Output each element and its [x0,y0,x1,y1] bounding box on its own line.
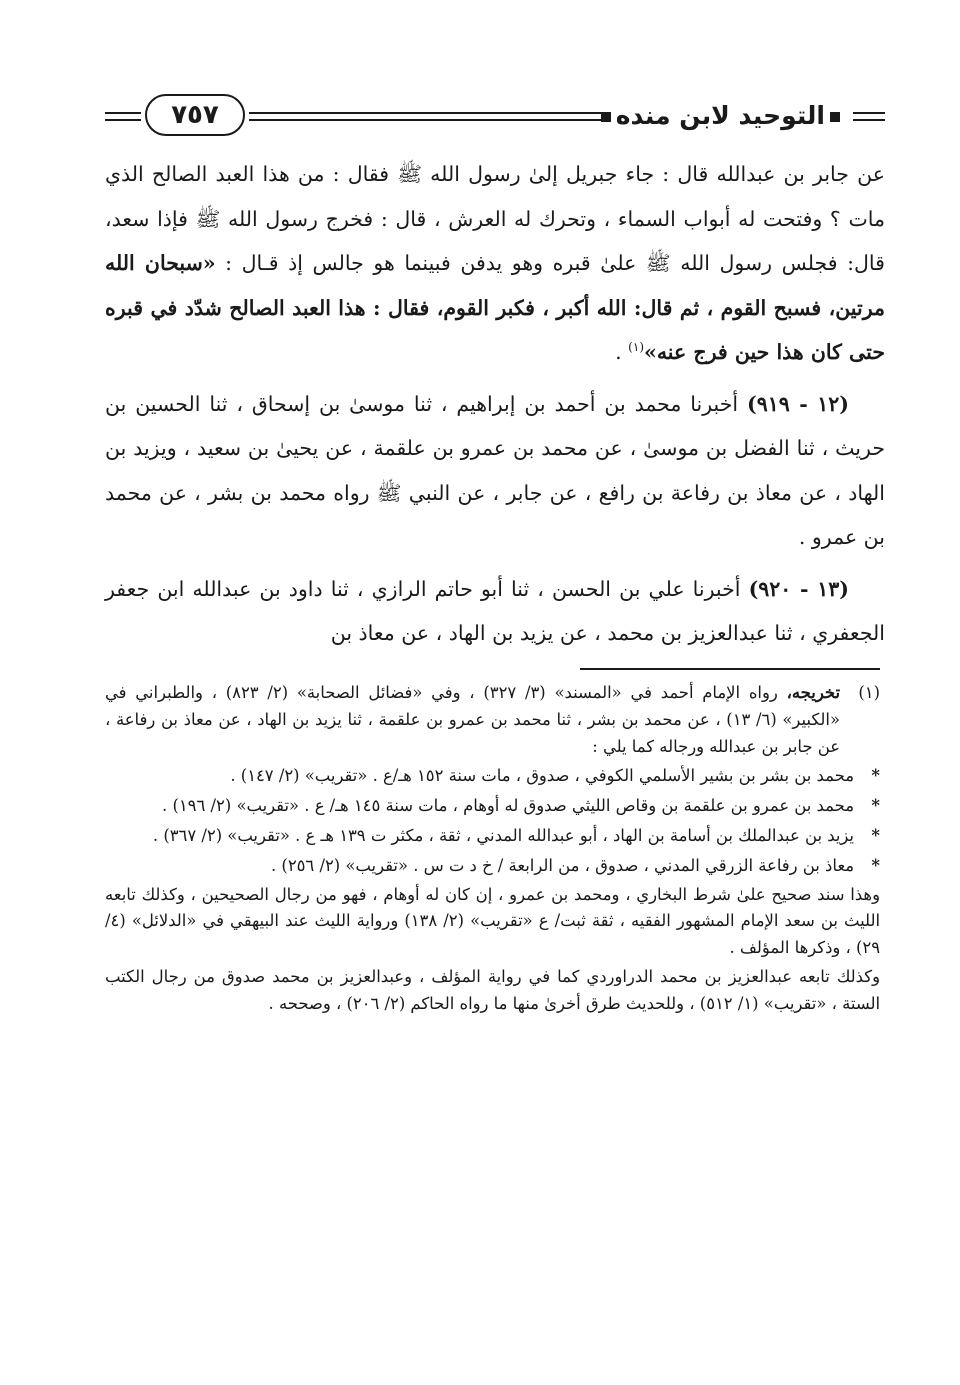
narrator-text: محمد بن بشر بن بشير الأسلمي الكوفي ، صدوق ، مات سنة ١٥٢ هـ/ع . «تقريب» (٢/ ١٤٧) . [230,766,854,786]
page-number: ٧٥٧ [145,94,245,136]
hadith-text: عن جابر بن عبدالله قال : جاء جبريل إلىٰ رسول الله ﷺ فقال : من هذا العبد الصالح الذي مات ؟ وفتحت له أبواب السماء ، وتحرك له العرش ، قال : فخرج رسول الله ﷺ فإذا سعد، قال: فجلس رسول الله ﷺ علىٰ قبره وهو يدفن فبينما هو جالس إذ قـال : [105,162,885,275]
footnote-separator [580,668,880,670]
narrator-text: معاذ بن رفاعة الزرقي المدني ، صدوق ، من الرابعة / خ د ت س . «تقريب» (٢/ ٢٥٦) . [271,855,854,875]
running-title [613,96,845,136]
main-text [105,152,885,656]
asterisk-icon: * [871,855,880,875]
footnotes [105,680,880,1018]
header-rule-right [853,112,885,121]
asterisk-icon: * [871,825,880,845]
asterisk-icon: * [871,796,880,816]
hadith-number: (١٣ - ٩٢٠) [748,576,849,601]
footnote-label: تخريجه، [786,683,840,702]
footnote-marker: (١) [858,683,880,702]
hadith-text: أخبرنا علي بن الحسن ، ثنا أبو حاتم الرازي ، ثنا داود بن عبدالله ابن جعفر الجعفري ، ثنا عبدالعزيز بن محمد ، عن يزيد بن الهاد ، عن معاذ بن [105,576,885,645]
hadith-paragraph-1 [105,152,885,375]
header-rule-middle [249,112,607,121]
narrator-text: يزيد بن عبدالملك بن أسامة بن الهاد ، أبو عبدالله المدني ، ثقة ، مكثر ت ١٣٩ هـ ع . «تقريب» (٢/ ٣٦٧) . [152,825,854,845]
footnote-commentary-1: وهذا سند صحيح علىٰ شرط البخاري ، ومحمد بن عمرو ، إن كان له أوهام ، فهو من رجال الصحيحين ، وكذلك تابعه الليث بن سعد الإمام المشهور الفقيه ، ثقة ثبت/ ع «تقريب» (٢/ ١٣٨) ورواية الليث عند البيهقي في «الدلائل» (٤/ ٢٩) ، وذكرها المؤلف . [105,884,880,958]
narrator-entry [105,793,880,820]
footnote-1 [105,680,880,760]
header-rule-left [105,112,141,121]
footnote-commentary-2: وكذلك تابعه عبدالعزيز بن محمد الدراوردي كما في رواية المؤلف ، وعبدالعزيز بن محمد صدوق من رجال الكتب الستة ، «تقريب» (١/ ٥١٢) ، وللحديث طرق أخرىٰ منها ما رواه الحاكم (٢/ ٢٠٦) ، وصححه . [105,966,880,1013]
hadith-paragraph-2 [105,382,885,560]
footnote-reference: (١) [628,340,644,355]
narrator-entry [105,823,880,850]
asterisk-icon: * [871,766,880,786]
book-title-text: التوحيد لابن منده [615,101,825,130]
hadith-number: (١٢ - ٩١٩) [746,391,849,416]
hadith-paragraph-3 [105,567,885,656]
hadith-text: أخبرنا محمد بن أحمد بن إبراهيم ، ثنا موسىٰ بن إسحاق ، ثنا الحسين بن حريث ، ثنا الفضل بن موسىٰ ، عن محمد بن عمرو بن علقمة ، عن يحيىٰ بن سعيد ، ويزيد بن الهاد ، عن معاذ بن رفاعة بن رافع ، عن جابر ، عن النبي ﷺ رواه محمد بن بشر ، عن محمد بن عمرو . [105,391,885,549]
hadith-quote-bold: «سبحان الله مرتين، فسبح القوم ، ثم قال: الله أكبر ، فكبر القوم، فقال : هذا العبد الصالح شدّد في قبره حتى كان هذا حين فرج عنه» [105,251,885,364]
narrator-entry [105,853,880,880]
narrator-text: محمد بن عمرو بن علقمة بن وقاص الليثي صدوق له أوهام ، مات سنة ١٤٥ هـ/ ع . «تقريب» (٢/ ١٩٦) . [162,796,854,816]
footnote-intro: رواه الإمام أحمد في «المسند» (٣/ ٣٢٧) ، وفي «فضائل الصحابة» (٢/ ٨٢٣) ، والطبراني في «الكبير» (٦/ ١٣) ، عن محمد بن بشر ، ثنا محمد بن عمرو بن علقمة ، ثنا يزيد بن الهاد ، عن معاذ بن رفاعة ، عن جابر بن عبدالله ورجاله كما يلي : [105,683,840,756]
square-ornament-icon [830,112,840,122]
page-header [105,92,885,142]
narrator-entry [105,763,880,790]
sentence-end: . [615,340,622,364]
